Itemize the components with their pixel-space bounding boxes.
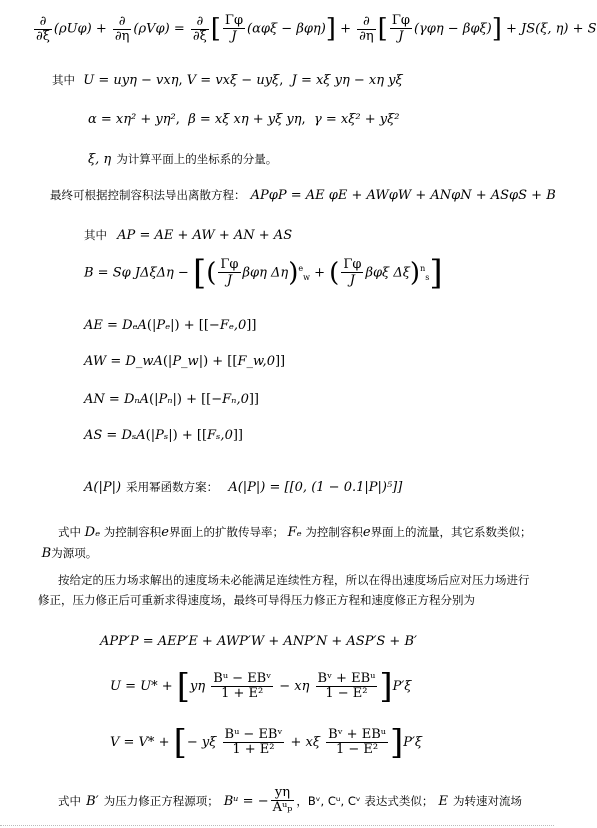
gamma-phi: Γφ <box>224 13 244 28</box>
partial-symbol-4: ∂ <box>357 15 376 30</box>
p3-text-3: ，Bᵛ, Cᵘ, Cᵛ 表达式类似； <box>296 794 434 808</box>
convection-v-term: (ρVφ) = <box>133 21 185 37</box>
p1-text-3: 界面上的扩散传导率； <box>168 525 284 539</box>
aw-definition: AW = D_wA(|P_w|) + [[F_w,0]] <box>84 354 286 369</box>
paragraph-pressure-correction: 按给定的压力场求解出的速度场未必能满足连续性方程，所以在得出速度场后应对压力场进行修正，压力修正后可重新求得速度场，最终可导得压力修正方程和速度修正方程分别为 <box>38 573 530 607</box>
partial-xi-2: ∂ξ <box>192 28 207 44</box>
u-den-1: 1 + E² <box>221 686 264 701</box>
pressure-correction-text: APP′P = AEP′E + AWP′W + ANP′N + ASP′S + B′ <box>100 634 417 649</box>
partial-symbol-3: ∂ <box>191 15 209 30</box>
gamma-phi-2: Γφ <box>391 13 410 28</box>
discrete-intro-text: 最终可根据控制容积法导出离散方程： <box>50 188 246 202</box>
ae-p: Pₑ <box>156 318 171 333</box>
pressure-correction-equation <box>100 634 417 649</box>
ae-lhs: AE <box>84 318 103 333</box>
u-y-term: yη <box>190 679 206 694</box>
convection-u-term: (ρUφ) + <box>53 21 107 37</box>
power-law-text: 采用幂函数方案： <box>126 480 219 494</box>
b-term-1: βφη Δη <box>242 265 289 281</box>
p1-text-5: 界面上的流量，其它系数类似； <box>370 525 532 539</box>
e-symbol-1: e <box>161 525 169 540</box>
b-sup-2: n <box>420 264 426 274</box>
as-f: Fₛ,0 <box>207 428 233 443</box>
metric-coefficients: α = xη² + yη², β = xξ xη + yξ yη, γ = xξ² + yξ² <box>88 112 400 127</box>
uv-definitions: 其中 U = uyη − vxη, V = vxξ − uyξ, J = xξ yη − xη yξ <box>52 73 403 88</box>
plus-sign: + <box>340 21 351 37</box>
u-num-1: Bᵘ − EBᵛ <box>213 671 272 686</box>
discrete-equation-line <box>50 184 556 203</box>
an-d: Dₙ <box>123 392 140 407</box>
u-den-2: 1 − E² <box>325 686 368 701</box>
v-num-2: Bᵛ + EBᵘ <box>328 727 386 742</box>
diffusion-term-1: (αφξ − βφη) <box>247 21 326 37</box>
u-p-term: P′ξ <box>392 679 412 694</box>
de-symbol: Dₑ <box>84 525 101 540</box>
as-d: Dₛ <box>121 428 137 443</box>
partial-eta-2: ∂η <box>359 28 374 44</box>
p3-text-4: 为转速对流场 <box>453 794 523 808</box>
p3-text-1: 式中 <box>58 794 81 808</box>
ap-definition-line <box>84 224 292 243</box>
ap-definition: AP = AE + AW + AN + AS <box>117 228 293 243</box>
bu-lhs: Bᵘ = − <box>223 794 269 809</box>
partial-xi: ∂ξ <box>36 28 50 44</box>
jacobian-j-4: J <box>349 273 355 288</box>
b-prime-symbol: B′ <box>86 794 99 809</box>
ae-f: −Fₑ,0 <box>208 318 247 333</box>
discrete-equation: APφP = AE φE + AWφW + ANφN + ASφS + B <box>250 188 556 203</box>
p3-text-2: 为压力修正方程源项； <box>103 794 219 808</box>
jacobian-j: J <box>231 29 237 44</box>
v-den-2: 1 − E² <box>335 742 379 757</box>
xi-eta-symbols: ξ, η <box>88 152 112 167</box>
paragraph-coefficients <box>38 522 538 564</box>
u-lhs: U = U* + <box>110 679 173 694</box>
p1-text-2: 为控制容积 <box>103 525 162 539</box>
power-law-line <box>84 476 402 495</box>
diffusion-term-2: (γφη − βφξ) <box>413 21 492 37</box>
partial-symbol-2: ∂ <box>113 15 132 30</box>
partial-symbol: ∂ <box>34 15 52 30</box>
paragraph-source-term <box>58 786 522 815</box>
fe-symbol: Fₑ <box>287 525 302 540</box>
b-term-2: βφξ Δξ <box>365 265 410 281</box>
v-definition: V = vxξ − uyξ <box>186 73 280 88</box>
v-num-1: Bᵘ − EBᵛ <box>224 727 283 742</box>
u-correction-equation: U = U* + [yη $\frac{\text{Bᵘ − EBᵛ}}{\text{1 + E²}}$ − xη $\frac{\text{Bᵛ + EBᵘ}}{\text{1 − E²}}$ ]P′ξ <box>110 666 412 707</box>
ae-d: Dₑ <box>122 318 138 333</box>
v-p-term: P′ξ <box>403 735 423 750</box>
jacobian-j-3: J <box>226 273 233 288</box>
aw-p: P_w <box>172 354 199 369</box>
j-definition: J = xξ yη − xη yξ <box>291 73 403 88</box>
p1-text-4: 为控制容积 <box>305 525 363 539</box>
aw-lhs: AW <box>84 354 107 369</box>
gamma-phi-3: Γφ <box>220 257 239 272</box>
partial-eta: ∂η <box>114 28 130 44</box>
b-symbol: B <box>41 546 52 561</box>
u-x-term: − xη <box>279 679 310 694</box>
alpha-definition: α = xη² + yη² <box>88 112 176 127</box>
governing-equation: $\frac{\partial}{\partial\xi}$ (ρUφ) + $\frac{\partial}{\partial\eta}$ (ρVφ) = $\frac{\partial}{\partial\xi}$ [ $\frac{\Gamma\varphi}{J} (\alpha\varphi\xi - \beta\varphi\eta)$] + $\frac{\partial}{\partial\eta}$ [ $\frac{\Gamma\varphi}{J} (\gamma\varphi\eta - \beta\varphi\xi)] + JS(\xi$, η) + S <box>36 13 597 44</box>
as-definition: AS = DₛA(|Pₛ|) + [[Fₛ,0]] <box>84 428 243 443</box>
e-symbol-2: e <box>362 525 371 540</box>
coordinate-note <box>88 148 277 167</box>
b-lhs: B = Sφ JΔξΔη − <box>84 265 189 281</box>
an-p: Pₙ <box>158 392 173 407</box>
bu-den: Aᵘₚ <box>272 800 293 815</box>
an-definition: AN = DₙA(|Pₙ|) + [[−Fₙ,0]] <box>84 392 260 407</box>
an-f: −Fₙ,0 <box>211 392 249 407</box>
aw-d: D_w <box>125 354 154 369</box>
power-law-lhs: A(|P|) <box>84 480 122 495</box>
coordinate-note-text: 为计算平面上的坐标系的分量。 <box>116 152 278 166</box>
gamma-phi-4: Γφ <box>343 257 362 272</box>
b-sub-1: w <box>303 273 310 283</box>
v-y-term: − yξ <box>186 735 217 750</box>
e-symbol-3: E <box>438 794 448 809</box>
v-correction-equation: V = V* + [− yξ $\frac{\text{Bᵘ − EBᵛ}}{\text{1 + E²}}$ + xξ $\frac{\text{Bᵛ + EBᵘ}}{\text{1 − E²}}$ ]P′ξ <box>110 722 423 763</box>
v-lhs: V = V* + <box>110 735 170 750</box>
v-den-1: 1 + E² <box>232 742 275 757</box>
where-label: 其中 <box>52 73 75 87</box>
an-lhs: AN <box>84 392 105 407</box>
b-sup-1: e <box>298 264 304 274</box>
p1-text-6: 为源项。 <box>51 546 98 560</box>
source-term: + JS(ξ, η) + S <box>505 21 597 37</box>
aw-f: F_w,0 <box>237 354 275 369</box>
u-definition: U = uyη − vxη <box>83 73 179 88</box>
p1-text-1: 式中 <box>58 525 81 539</box>
as-lhs: AS <box>84 428 103 443</box>
gamma-definition: γ = xξ² + yξ² <box>313 112 400 127</box>
b-definition: B = Sφ JΔξΔη − [( $\frac{\Gamma\varphi}{J}$ βφη Δη)$^e_w$ + ( $\frac{\Gamma\varphi}{J}$ βφξ Δξ)$^n_s$] <box>84 253 443 293</box>
u-num-2: Bᵛ + EBᵘ <box>317 671 376 686</box>
bu-num: yη <box>271 786 295 801</box>
beta-definition: β = xξ xη + yξ yη <box>188 112 302 127</box>
b-sub-2: s <box>425 273 430 283</box>
ae-definition: AE = DₑA(|Pₑ|) + [[−Fₑ,0]] <box>84 318 257 333</box>
jacobian-j-2: J <box>398 29 404 44</box>
v-x-term: + xξ <box>290 735 321 750</box>
power-law-equation: A(|P|) = [[0, (1 − 0.1|P|)⁵]] <box>228 480 403 495</box>
where-label-2: 其中 <box>84 228 107 242</box>
as-p: Pₛ <box>155 428 169 443</box>
